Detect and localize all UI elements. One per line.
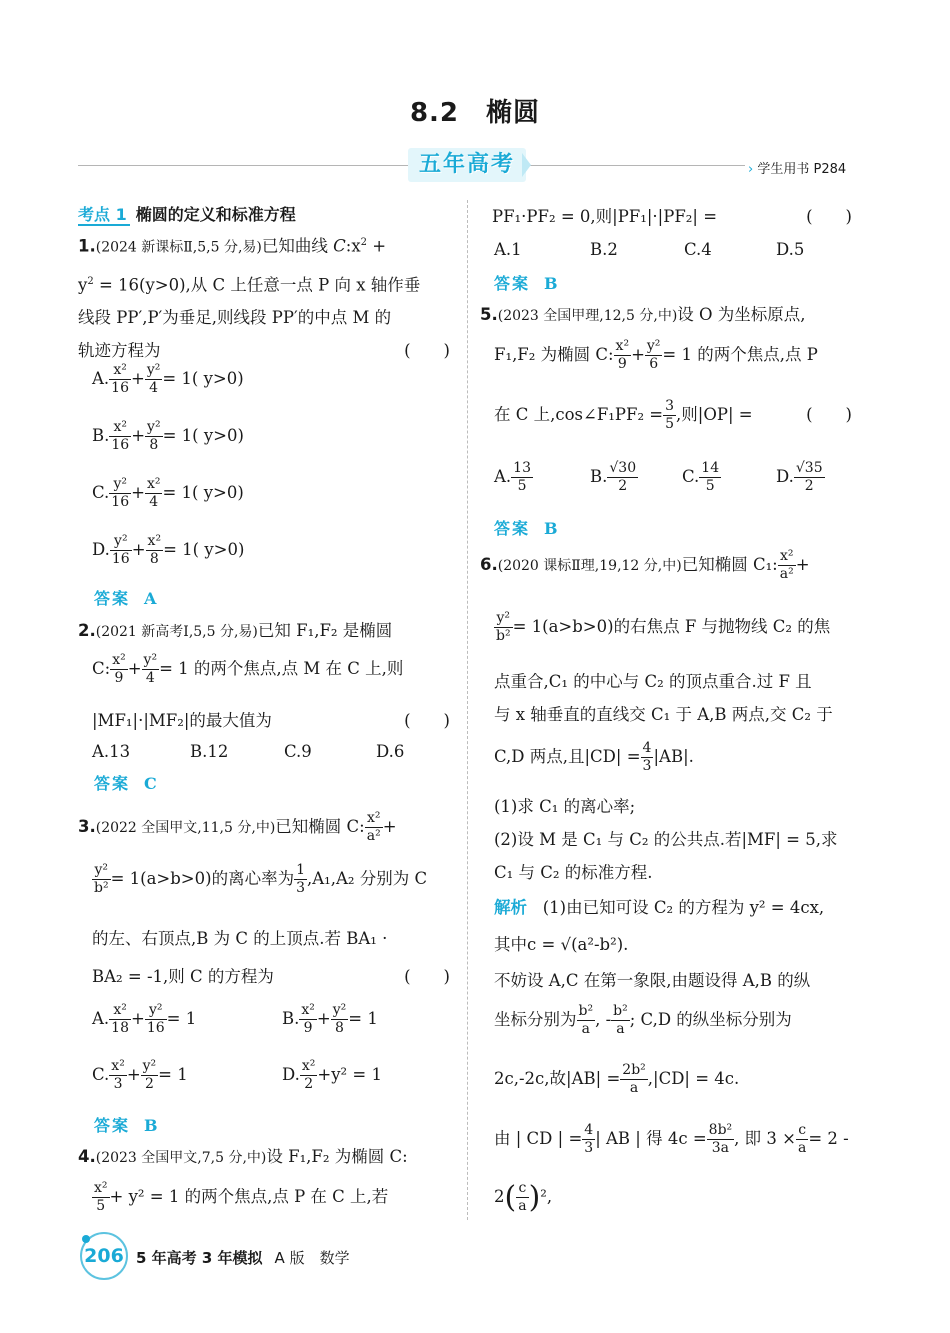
q4-text: + y² = 1 的两个焦点,点 P 在 C 上,若 [109,1187,389,1206]
analysis-text: ; C,D 的纵坐标分别为 [629,1010,792,1029]
q3-text: = 1(a>b>0)的离心率为 [110,869,295,888]
fraction [778,548,796,583]
fraction [294,862,307,897]
fraction [110,533,132,568]
question-source: (2022 全国甲文,11,5 分,中) [95,820,276,836]
q3-line-2 [92,862,427,897]
analysis-label: 解析 [494,898,527,917]
q4-option-d: D.5 [776,240,805,259]
q5-text: ,则|OP| = [676,405,753,424]
denominator: 4 [142,669,160,687]
answer-value: B [544,274,558,293]
q3-option-d [282,1058,382,1093]
numerator: x² [366,810,381,826]
fraction [145,1002,167,1037]
denominator: 2 [607,477,638,495]
edition-text: A 版 数学 [274,1249,350,1267]
numerator: x² [146,476,161,492]
q6-analysis-line-7 [494,1180,552,1215]
numerator: x² [615,338,630,354]
denominator: 16 [111,494,130,510]
q4-option-a: A.1 [494,240,522,259]
question-source: (2021 新高考Ⅰ,5,5 分,易) [95,624,258,640]
denominator: a [620,1079,647,1097]
numerator: x² [112,652,126,668]
option-label: C. [92,483,110,502]
fraction [614,338,632,373]
q5-text: = 1 的两个焦点,点 P [662,345,818,364]
q4-line-3 [492,200,856,233]
numerator: y² [94,862,109,878]
fraction [146,533,164,568]
fraction [142,652,160,687]
q1-text: = 16(y>0),从 C 上任意一点 P 向 x 轴作垂 [93,275,421,294]
fraction [145,362,163,397]
denominator: 2 [300,1075,318,1093]
fraction [645,338,663,373]
answer-value: A [144,589,157,608]
denominator: 3a [707,1139,734,1157]
equation-tail: = 1( y>0) [162,483,244,502]
fraction [794,460,825,495]
q3-text: 已知椭圆 C: [275,817,365,836]
operator: + [131,369,145,388]
analysis-text: | AB | 得 4c = [595,1129,707,1148]
numerator: y² [148,1002,163,1018]
analysis-text: , - [595,1010,612,1029]
denominator: 8 [146,550,164,568]
fraction [141,1058,159,1093]
numerator: x² [113,1002,127,1018]
option-label: D. [92,540,110,559]
denominator: a [611,1020,630,1038]
numerator: x² [111,1058,125,1074]
q1-text: 2 [360,237,368,248]
numerator: y² [113,476,127,492]
q2-option-d: D.6 [376,742,405,761]
denominator: 2 [794,477,825,495]
q3-line-3: 的左、右顶点,B 为 C 的上顶点.若 BA₁ · [92,929,388,948]
denominator: 18 [111,1020,129,1036]
q6-text: + [795,555,810,574]
option-label: B. [282,1009,300,1028]
fraction [516,1180,528,1215]
q1-option-c [92,476,244,511]
fraction [607,460,638,495]
numerator: y² [114,533,128,549]
denominator: 4 [145,379,163,397]
answer-value: B [544,519,558,538]
q3-text: + [382,817,397,836]
q3-line-4 [92,960,456,993]
q6-analysis-line-1 [494,891,824,924]
q3-option-a: A. $\frac{\text{x²}}{18}$ + $\frac{\text{y²}}{16}$ = 1 [92,1002,197,1036]
option-label: D. [282,1065,300,1084]
question-source: (2023 全国甲理,12,5 分,中) [497,308,678,324]
q4-line-2 [92,1180,388,1215]
q1-text: 已知曲线 [261,236,334,256]
equation-tail: = 1 [348,1009,378,1028]
analysis-text: 由 | CD | = [494,1129,583,1148]
q6-line-3: 点重合,C₁ 的中心与 C₂ 的顶点重合.过 F 且 [494,672,812,691]
denominator: 8 [331,1019,349,1037]
question-6 [480,548,860,583]
denominator: 5 [511,477,533,495]
q5-answer [494,516,558,539]
numerator: x² [113,362,127,378]
fraction [331,1002,349,1037]
numerator: y² [496,610,511,626]
q3-answer [94,1113,158,1136]
numerator: b² [613,1003,628,1019]
denominator: b² [496,628,511,644]
option-label: B. [590,467,608,486]
numerator: x² [301,1058,316,1074]
answer-bracket: ( ) [404,341,450,360]
numerator: b² [578,1003,594,1019]
q1-option-b [92,419,244,454]
denominator: 3 [296,880,305,896]
denominator: a² [779,566,794,582]
q2-option-c: C.9 [284,742,312,761]
fraction [145,419,163,454]
q4-option-c: C.4 [684,240,712,259]
fraction [641,740,654,775]
q5-text: 设 O 为坐标原点, [677,305,806,324]
fraction [796,1122,808,1157]
numerator: y² [646,338,661,354]
numerator: y² [332,1002,347,1018]
q6-text: C,D 两点,且|CD| = [494,747,641,766]
chevron-right-icon: › [748,162,754,177]
q2-text: = 1 的两个焦点,点 M 在 C 上,则 [159,659,404,678]
q3-option-b: B. $\frac{\text{x²}}{9}$ + $\frac{\text{y²}}{8}$ = 1 [282,1002,378,1036]
fraction [145,476,163,511]
numerator: 2b² [622,1062,646,1078]
denominator: 2 [141,1075,159,1093]
banner-arrow-icon [522,153,531,177]
fraction [109,1058,127,1093]
ref-text: 学生用书 P284 [757,162,847,177]
numerator: y² [146,362,161,378]
q2-text: C: [92,659,111,678]
q1-option-d [92,533,244,568]
numerator: x² [147,533,162,549]
numerator: 13 [513,460,531,476]
q2-line-2: C: $\frac{\text{x²}}{9}$ + $\frac{\text{y²}}{4}$ = 1 的两个焦点,点 M 在 C 上,则 [92,652,404,686]
equation-tail: = 1 [158,1065,188,1084]
numerator: 8b² [708,1122,733,1138]
fraction [109,476,131,511]
numerator: x² [94,1180,108,1196]
q5-option-d [776,460,825,495]
denominator: 5 [665,416,675,432]
q4-answer [494,271,558,294]
q2-text: 已知 F₁,F₂ 是椭圆 [257,621,393,640]
q1-text: 2 [87,275,94,287]
equation-tail: +y² = 1 [317,1065,382,1084]
answer-value: C [144,774,157,793]
q6-line-4: 与 x 轴垂直的直线交 C₁ 于 A,B 两点,交 C₂ 于 [494,705,833,724]
denominator: 5 [699,477,721,495]
numerator: y² [143,652,158,668]
q2-answer [94,771,157,794]
fraction [92,1180,110,1215]
q6-part-2: (2)设 M 是 C₁ 与 C₂ 的公共点.若|MF| = 5,求 [494,830,838,849]
q1-text: y [78,275,88,294]
section-title: 椭圆的定义和标准方程 [135,205,296,224]
denominator: 8 [145,436,163,454]
question-source: (2020 课标Ⅱ理,19,12 分,中) [497,558,682,574]
fraction [611,1003,630,1038]
left-paren: ( [504,1180,517,1215]
numerator: x² [301,1002,315,1018]
header-rule-left [78,165,408,166]
q6-analysis-line-2: 其中c = √(a²-b²). [494,935,629,954]
q4-text: 设 F₁,F₂ 为椭圆 C: [266,1147,408,1166]
denominator: 16 [111,380,129,396]
answer-bracket: ( ) [806,207,852,226]
analysis-text: 2 [494,1187,505,1206]
q3-text: ,A₁,A₂ 分别为 C [307,869,428,888]
right-paren: ) [528,1180,541,1215]
q6-analysis-line-6 [494,1122,849,1157]
denominator: 3 [584,1140,594,1156]
q2-option-b: B.12 [190,742,229,761]
denominator: 5 [92,1197,110,1215]
option-label: B. [92,426,110,445]
question-number: 2. [78,621,96,640]
denominator: b² [94,880,109,896]
denominator: 9 [614,355,632,373]
analysis-text: ,|CD| = 4c. [647,1069,740,1088]
section-tag: 考点 1 [78,205,130,226]
answer-bracket: ( ) [404,711,450,730]
numerator: x² [113,419,128,435]
option-label: A. [92,369,110,388]
q3-text: BA₂ = -1,则 C 的方程为 [92,967,274,986]
page-title: 8.2 椭圆 [409,98,541,128]
numerator: c [798,1122,807,1138]
q6-text: |AB|. [653,747,694,766]
q6-line-5 [494,740,694,775]
question-5 [480,298,860,333]
denominator: 6 [645,355,663,373]
question-number: 6. [480,555,498,574]
operator: + [131,540,146,559]
equation-tail: = 1( y>0) [162,369,244,388]
fraction [577,1003,596,1038]
numerator: 1 [296,862,305,878]
option-label: D. [776,467,794,486]
q1-text: C [333,236,346,256]
student-book-ref [748,158,846,177]
q6-analysis-line-3: 不妨设 A,C 在第一象限,由题设得 A,B 的纵 [494,971,811,990]
q1-text: 线段 PP′,P′为垂足,则线段 PP′的中点 M 的 [78,308,392,327]
answer-label: 答案 [494,274,531,293]
fraction [109,1002,131,1037]
fraction [299,1002,317,1037]
q5-text: 在 C 上,cos∠F₁PF₂ = [494,405,664,424]
question-source: (2023 全国甲文,7,5 分,中) [95,1150,267,1166]
question-number: 1. [78,236,96,256]
denominator: a [518,1198,527,1214]
q6-part-1: (1)求 C₁ 的离心率; [494,797,636,816]
operator: + [131,426,146,445]
numerator: √30 [609,460,637,476]
q5-option-c [682,460,721,495]
answer-value: B [144,1116,158,1135]
denominator: 9 [110,669,128,687]
q1-text: + [367,236,387,256]
numerator: 4 [642,740,652,756]
equation-tail: = 1 [166,1009,197,1028]
q2-text: |MF₁|·|MF₂|的最大值为 [92,711,272,730]
question-4 [78,1140,458,1175]
answer-label: 答案 [94,774,131,793]
analysis-text: (1)由已知可设 C₂ 的方程为 y² = 4cx, [542,898,825,917]
q3-option-c: C. $\frac{\text{x²}}{3}$ + $\frac{\text{y²}}{2}$ = 1 [92,1058,188,1092]
fraction [699,460,721,495]
numerator: 14 [701,460,720,476]
analysis-text: = 2 - [808,1129,849,1148]
q5-option-b [590,460,638,495]
numerator: 3 [665,398,675,414]
numerator: y² [147,419,161,435]
equation-tail: = 1( y>0) [163,540,245,559]
fraction [300,1058,318,1093]
numerator: x² [779,548,794,564]
denominator: 16 [111,551,130,567]
book-title: 5 年高考 3 年模拟 [136,1249,263,1267]
page-number: 206 [80,1232,128,1280]
denominator: 16 [111,437,130,453]
question-2 [78,614,458,649]
option-label: A. [494,467,512,486]
operator: + [131,483,145,502]
footer-book-title [136,1247,350,1268]
numerator: √35 [795,460,823,476]
q2-line-3 [92,704,456,737]
fraction [109,362,131,397]
analysis-text: 2c,-2c,故|AB| = [494,1069,621,1088]
fraction [663,398,676,433]
numerator: 4 [584,1122,594,1138]
section-heading [78,202,296,225]
question-3 [78,810,458,845]
q5-text: F₁,F₂ 为椭圆 C: [494,345,614,364]
analysis-text: , 即 3 × [734,1129,796,1148]
analysis-text: 坐标分别为 [494,1010,577,1029]
denominator: 4 [145,493,163,511]
header-rule-right [530,165,745,166]
q5-line-2: F₁,F₂ 为椭圆 C: $\frac{\text{x²}}{9}$ + $\frac{\text{y²}}{6}$ = 1 的两个焦点,点 P [494,338,818,372]
fraction [494,610,513,645]
q1-text: 轨迹方程为 [78,341,161,360]
q4-text: PF₁·PF₂ = 0,则|PF₁|·|PF₂| = [492,207,718,226]
five-year-banner: 五年高考 [408,148,526,182]
fraction [707,1122,734,1157]
denominator: 3 [109,1075,127,1093]
answer-bracket: ( ) [806,405,852,424]
q6-text: 已知椭圆 C₁: [681,555,778,574]
option-label: C. [682,467,700,486]
denominator: a [577,1020,596,1038]
q6-analysis-line-4 [494,1003,792,1038]
answer-label: 答案 [494,519,531,538]
question-number: 4. [78,1147,96,1166]
fraction [511,460,533,495]
q6-text: = 1(a>b>0)的右焦点 F 与抛物线 C₂ 的焦 [512,617,831,636]
fraction [620,1062,647,1097]
q5-line-3 [494,398,856,433]
q6-analysis-line-5 [494,1062,739,1097]
q5-option-a [494,460,533,495]
fraction [92,862,111,897]
denominator: 16 [146,1020,165,1036]
q1-answer [94,586,156,609]
fraction [109,419,131,454]
column-divider [467,200,468,1220]
analysis-text: ², [540,1187,553,1206]
q6-line-2 [494,610,830,645]
question-source: (2024 新课标Ⅱ,5,5 分,易) [95,239,262,256]
page-number-dot-icon [82,1235,90,1243]
answer-label: 答案 [94,589,131,608]
q1-option-a [92,362,244,397]
denominator: a² [366,828,381,844]
fraction [110,652,128,687]
question-number: 3. [78,817,96,836]
q1-text: :x [345,236,361,256]
answer-label: 答案 [94,1116,131,1135]
option-label: A. [92,1009,110,1028]
q4-option-b: B.2 [590,240,618,259]
denominator: 3 [642,758,652,774]
fraction [365,810,383,845]
equation-tail: = 1( y>0) [162,426,244,445]
answer-bracket: ( ) [404,967,450,986]
q6-part-3: C₁ 与 C₂ 的标准方程. [494,863,653,882]
fraction [582,1122,595,1157]
q2-option-a: A.13 [92,742,131,761]
option-label: C. [92,1065,110,1084]
question-1 [78,226,458,367]
question-number: 5. [480,305,498,324]
denominator: 9 [299,1019,317,1037]
denominator: a [797,1140,807,1156]
numerator: y² [142,1058,157,1074]
numerator: c [518,1180,527,1196]
